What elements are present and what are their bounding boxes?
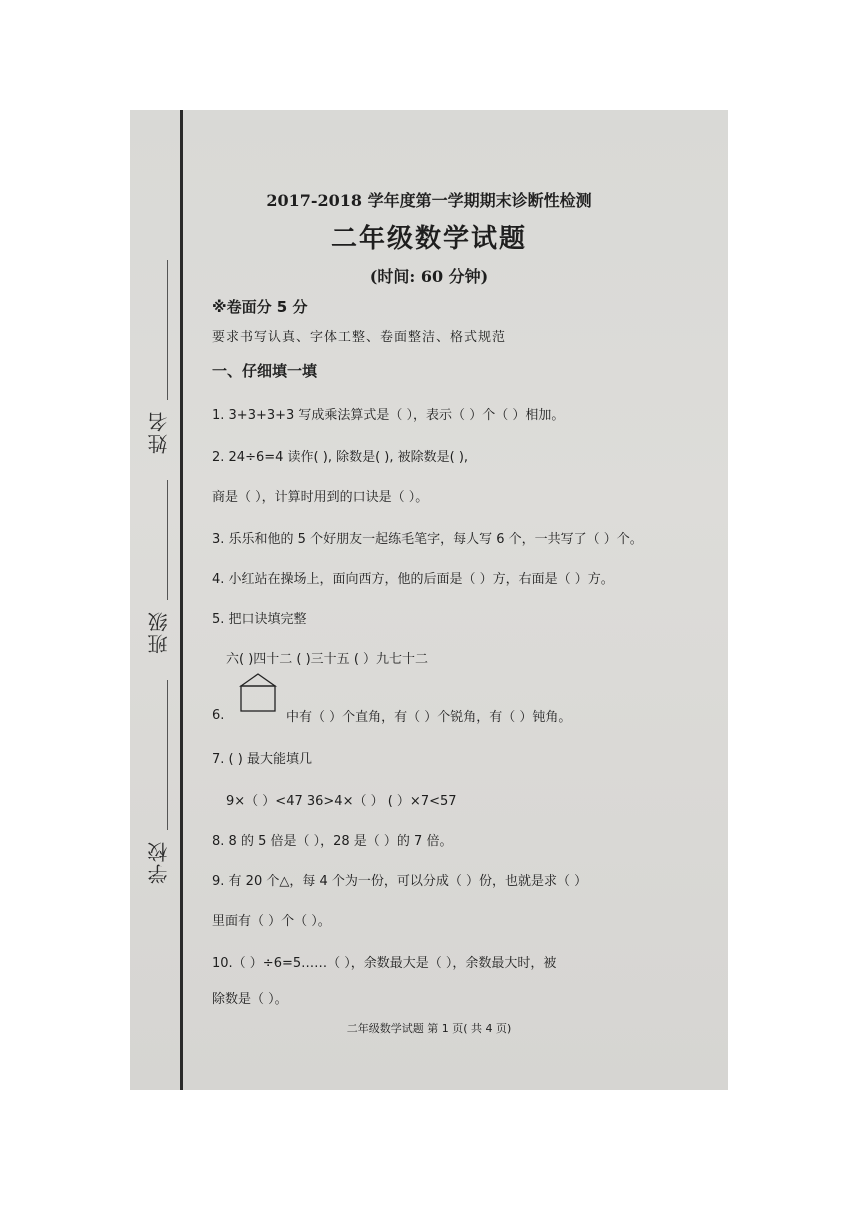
question-3: 3. 乐乐和他的 5 个好朋友一起练毛笔字，每人写 6 个，一共写了（ ）个。 [212,532,643,547]
question-10-line1: 10.（ ）÷6=5……（ ），余数最大是（ ），余数最大时，被 [212,956,557,971]
name-label: 姓名 [147,410,171,454]
question-2-line1: 2. 24÷6=4 读作( ), 除数是( ), 被除数是( ), [212,450,469,465]
neatness-score-heading: ※卷面分 5 分 [212,298,308,316]
question-7: 7. ( ) 最大能填几 [212,752,312,767]
question-9-line1: 9. 有 20 个△，每 4 个为一份，可以分成（ ）份，也就是求（ ） [212,874,588,889]
question-8: 8. 8 的 5 倍是（ ），28 是（ ）的 7 倍。 [212,834,453,849]
house-shape-figure [238,670,278,714]
exam-subject-title: 二年级数学试题 [330,224,527,254]
class-label: 班级 [147,610,171,654]
question-4: 4. 小红站在操场上，面向西方，他的后面是（ ）方，右面是（ ）方。 [212,572,614,587]
question-6: 中有（ ）个直角，有（ ）个锐角，有（ ）钝角。 [286,710,572,725]
question-9-line2: 里面有（ ）个（ ）。 [212,914,331,929]
school-blank-line [167,680,168,830]
neatness-requirement: 要求书写认真、字体工整、卷面整洁、格式规范 [212,330,507,345]
school-label: 学校 [147,840,171,884]
question-7-items: 9×（ ）<47 36>4×（ ） ( ）×7<57 [226,794,457,809]
question-1: 1. 3+3+3+3 写成乘法算式是（ ），表示（ ）个（ ）相加。 [212,408,565,423]
exam-duration: (时间: 60 分钟) [369,267,489,286]
question-6-number: 6. [212,708,225,723]
binding-line [180,110,183,1090]
section-title: 一、仔细填一填 [212,362,318,380]
question-5: 5. 把口诀填完整 [212,612,307,627]
question-2-line2: 商是（ ），计算时用到的口诀是（ ）。 [212,490,429,505]
exam-term-title: 2017-2018 学年度第一学期期末诊断性检测 [266,191,592,210]
page-footer: 二年级数学试题 第 1 页( 共 4 页) [346,1022,512,1035]
question-10-line2: 除数是（ ）。 [212,992,288,1007]
question-5-items: 六( )四十二 ( )三十五 ( ）九七十二 [226,652,429,667]
class-blank-line [167,480,168,600]
exam-paper-photo [130,110,728,1090]
